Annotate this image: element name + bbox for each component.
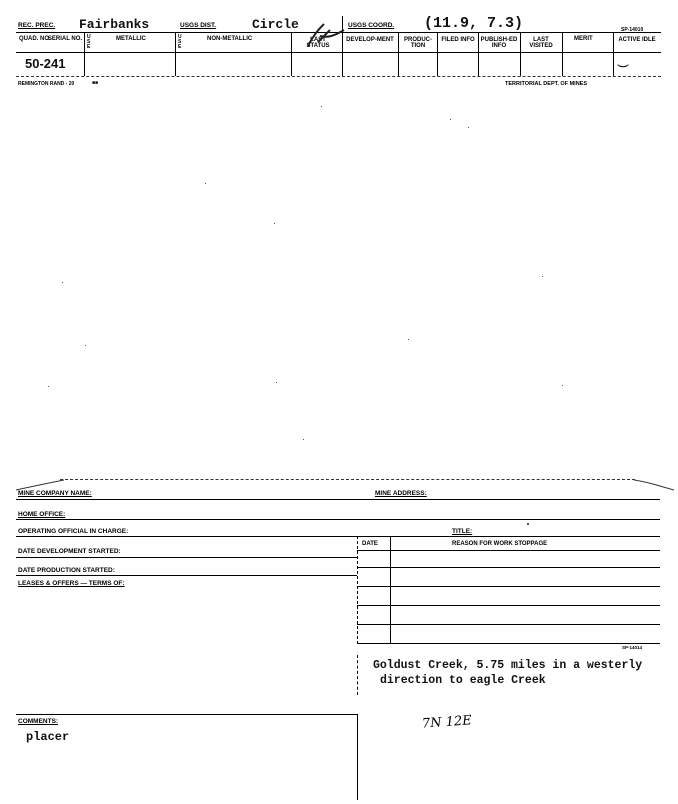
footer-right: TERRITORIAL DEPT. OF MINES bbox=[505, 81, 587, 87]
home-office-label: HOME OFFICE: bbox=[18, 511, 66, 518]
rec-prec-label: REC. PREC. bbox=[18, 22, 56, 29]
col-metallic: METALLIC bbox=[116, 36, 146, 42]
col-last-status: LAST STATUS bbox=[306, 37, 330, 49]
active-idle-mark: ) bbox=[617, 64, 631, 68]
operating-official-label: OPERATING OFFICIAL IN CHARGE: bbox=[18, 528, 129, 535]
footer-mark: ■■ bbox=[92, 80, 99, 86]
mine-address-label: MINE ADDRESS: bbox=[375, 490, 427, 497]
card-edge-lines bbox=[14, 476, 674, 496]
col-development: DEVELOP-MENT bbox=[346, 37, 394, 43]
top-form-number: SP-14010 bbox=[621, 27, 644, 33]
handwritten-note: 7N 12E bbox=[421, 713, 473, 732]
mine-company-name-label: MINE COMPANY NAME: bbox=[18, 490, 92, 497]
col-use-2: USE bbox=[178, 34, 182, 50]
col-use-1: USE bbox=[87, 34, 91, 50]
col-non-metallic: NON-METALLIC bbox=[207, 36, 253, 42]
bottom-form-number: SP-14014 bbox=[622, 645, 643, 650]
col-last-visited: LAST VISITED bbox=[529, 37, 553, 49]
quad-no-value: 50-241 bbox=[25, 56, 66, 71]
location-line-2: direction to eagle Creek bbox=[380, 674, 546, 687]
col-active-idle: ACTIVE IDLE bbox=[618, 37, 656, 43]
usgs-coord-value: (11.9, 7.3) bbox=[424, 15, 524, 32]
pencil-scribble-icon bbox=[300, 20, 350, 50]
footer-left: REMINGTON RAND - 20 bbox=[18, 81, 75, 87]
col-quad-no: QUAD. NO. bbox=[19, 36, 51, 42]
usgs-dist-label: USGS DIST. bbox=[180, 22, 217, 29]
date-dev-started-label: DATE DEVELOPMENT STARTED: bbox=[18, 548, 121, 555]
comments-value: placer bbox=[26, 730, 70, 744]
title-label: TITLE: bbox=[452, 528, 473, 535]
rec-prec-value: Fairbanks bbox=[79, 17, 150, 32]
col-filed-info: FILED INFO bbox=[441, 37, 475, 43]
col-production: PRODUC-TION bbox=[404, 37, 432, 49]
col-published-info: PUBLISH-ED INFO bbox=[480, 37, 518, 49]
reason-col-label: REASON FOR WORK STOPPAGE bbox=[452, 541, 548, 547]
date-prod-started-label: DATE PRODUCTION STARTED: bbox=[18, 567, 115, 574]
col-merit: MERIT bbox=[574, 36, 593, 42]
comments-label: COMMENTS: bbox=[18, 718, 59, 725]
date-col-label: DATE bbox=[362, 541, 378, 547]
usgs-coord-label: USGS COORD. bbox=[348, 22, 395, 29]
col-serial-no: SERIAL NO. bbox=[47, 36, 83, 42]
location-line-1: Goldust Creek, 5.75 miles in a westerly bbox=[373, 659, 643, 672]
leases-label: LEASES & OFFERS — TERMS OF: bbox=[18, 580, 125, 587]
usgs-dist-value: Circle bbox=[252, 17, 299, 32]
